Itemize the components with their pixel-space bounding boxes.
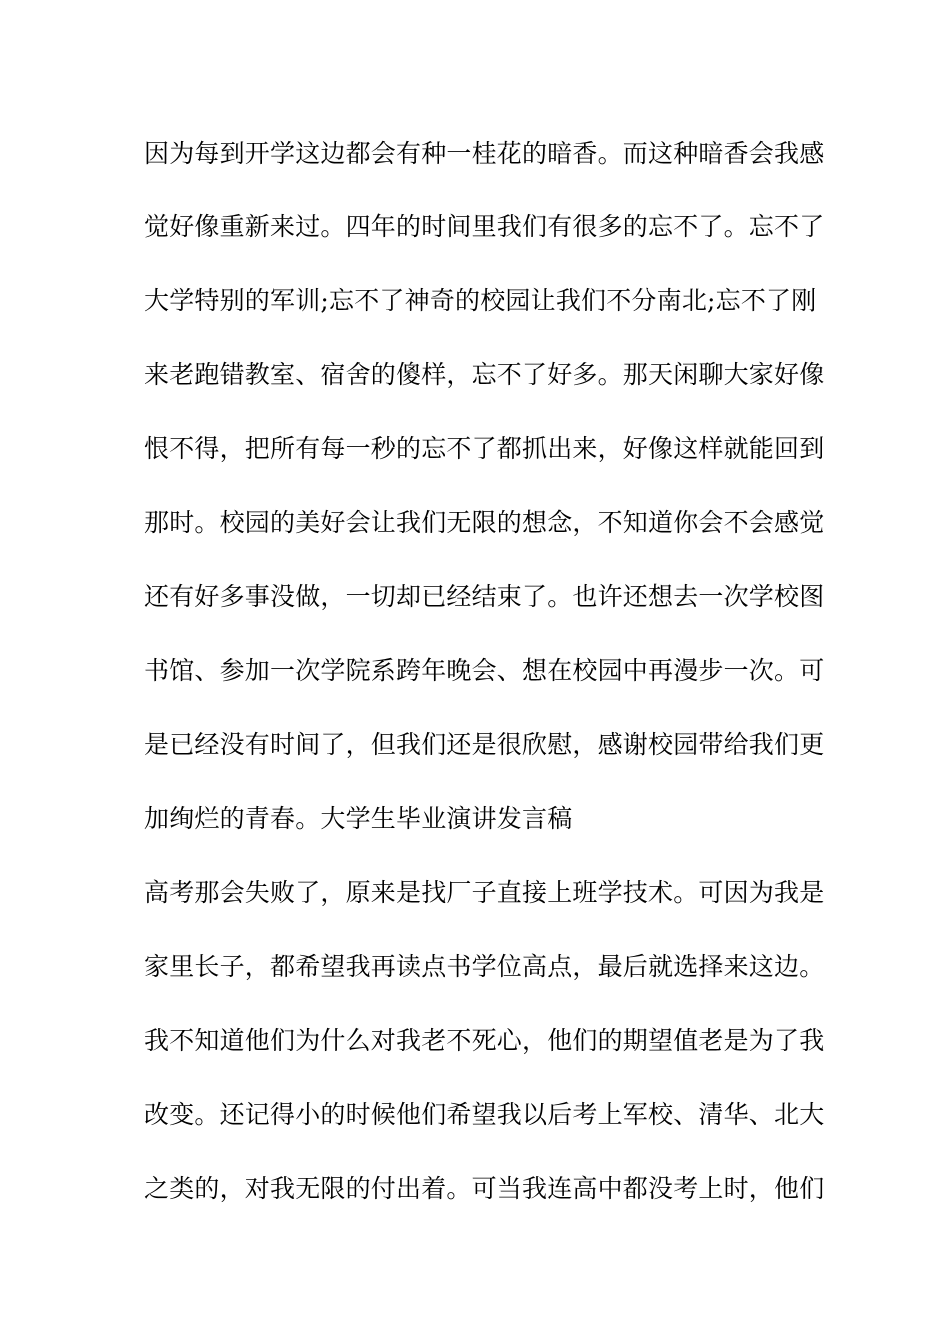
- text-line: 加绚烂的青春。大学生毕业演讲发言稿: [144, 804, 573, 833]
- text-line: 还有好多事没做，一切却已经结束了。也许还想去一次学校图: [144, 582, 825, 611]
- text-line: 之类的，对我无限的付出着。可当我连高中都没考上时，他们: [144, 1174, 825, 1203]
- text-line: 改变。还记得小的时候他们希望我以后考上军校、清华、北大: [144, 1100, 825, 1129]
- text-line: 我不知道他们为什么对我老不死心，他们的期望值老是为了我: [144, 1026, 825, 1055]
- text-line: 来老跑错教室、宿舍的傻样，忘不了好多。那天闲聊大家好像: [144, 360, 825, 389]
- text-line: 因为每到开学这边都会有种一桂花的暗香。而这种暗香会我感: [144, 139, 825, 168]
- text-line: 觉好像重新来过。四年的时间里我们有很多的忘不了。忘不了: [144, 212, 825, 241]
- text-line: 高考那会失败了，原来是找厂子直接上班学技术。可因为我是: [144, 878, 825, 907]
- text-line: 那时。校园的美好会让我们无限的想念，不知道你会不会感觉: [144, 508, 825, 537]
- text-line: 书馆、参加一次学院系跨年晚会、想在校园中再漫步一次。可: [144, 656, 825, 685]
- text-line: 大学特别的军训;忘不了神奇的校园让我们不分南北;忘不了刚: [144, 286, 817, 315]
- text-line: 家里长子，都希望我再读点书学位高点，最后就选择来这边。: [144, 952, 825, 981]
- text-line: 恨不得，把所有每一秒的忘不了都抓出来，好像这样就能回到: [144, 434, 825, 463]
- text-line: 是已经没有时间了，但我们还是很欣慰，感谢校园带给我们更: [144, 730, 825, 759]
